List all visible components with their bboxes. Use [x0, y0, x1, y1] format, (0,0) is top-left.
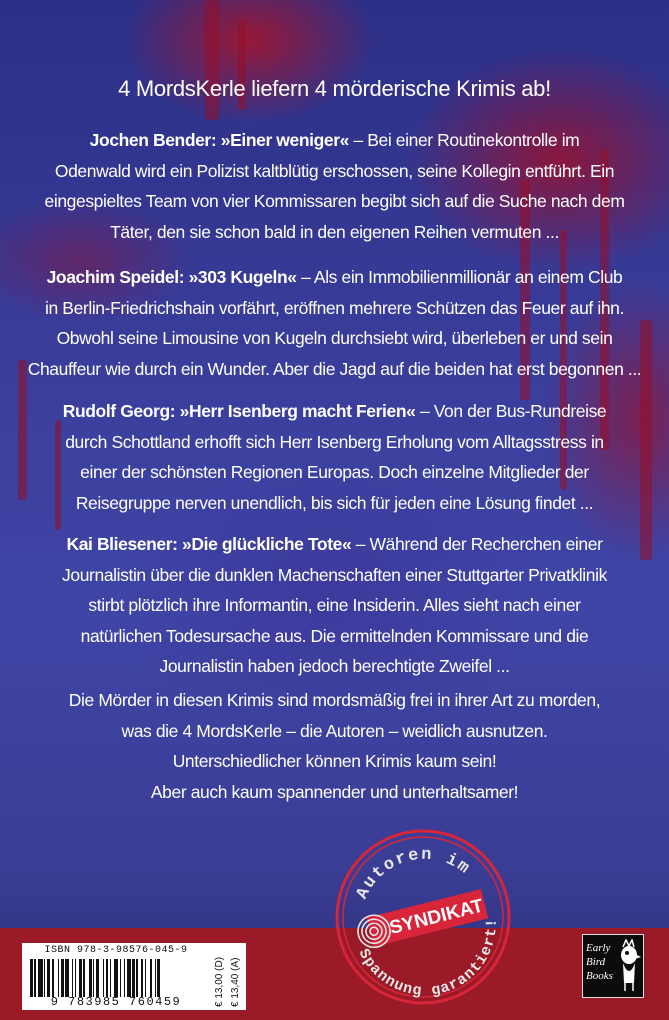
story-title: »Herr Isenberg macht Ferien« [179, 401, 416, 421]
bird-icon [617, 939, 641, 993]
story-text: einer der schönsten Regionen Europas. Doch einzelne Mitglieder der [80, 462, 589, 482]
barcode-bar [103, 959, 104, 997]
barcode-bar [155, 959, 156, 997]
story-jochen-bender [0, 125, 669, 247]
publisher-line: Early [586, 942, 611, 954]
barcode-bar [79, 959, 82, 997]
barcode-bar [30, 959, 33, 997]
story-text: – Als ein Immobilienmillionär an einem Club [296, 267, 623, 287]
headline: 4 MordsKerle liefern 4 mörderische Krimis ab! [118, 76, 551, 101]
story-title: »303 Kugeln« [188, 267, 297, 287]
story-text: stirbt plötzlich ihre Informantin, eine Insiderin. Alles sieht nach einer [88, 595, 581, 615]
story-author: Jochen Bender: [89, 130, 217, 150]
blood-streak [205, 0, 219, 120]
barcode-bars [30, 959, 202, 997]
barcode-bar [124, 959, 125, 997]
barcode-bar [136, 959, 137, 997]
ean-digits: 9 783985 760459 [50, 995, 182, 1009]
story-text: Täter, den sie schon bald in den eigenen Reihen vermuten ... [110, 221, 559, 242]
story-text: Journalistin über die dunklen Machenschaften einer Stuttgarter Privatklinik [62, 564, 607, 585]
barcode-bar [96, 959, 99, 997]
barcode-bar [106, 959, 109, 997]
barcode-bar [38, 959, 42, 997]
story-text: eingespieltes Team von vier Kommissaren begibt sich auf die Suche nach dem [44, 191, 625, 211]
barcode-bar [58, 959, 59, 997]
barcode-bar [157, 959, 160, 997]
story-text: Odenwald wird ein Polizist kaltblütig erschossen, seine Kollegin entführt. Ein [54, 160, 615, 181]
story-text: – Bei einer Routinekontrolle im [348, 130, 580, 150]
barcode-bar [83, 959, 84, 997]
story-text: Obwohl seine Limousine von Kugeln durchsiebt wird, überleben er und sein [56, 328, 613, 348]
syndikat-stamp [332, 826, 514, 1008]
story-text: durch Schottland erhofft sich Herr Isenberg Erholung vom Alltagsstress in [65, 431, 604, 452]
story-author: Joachim Speidel: [46, 267, 185, 287]
stamp-center-text: SYNDIKAT [387, 895, 486, 940]
barcode-bar [127, 959, 131, 997]
stamp-bottom-text: Spannung garantiert! [354, 917, 501, 1000]
price-germany: € 13,00 (D) [214, 956, 225, 1007]
outro-line: was die 4 MordsKerle – die Autoren – weidlich ausnutzen. [121, 720, 548, 741]
barcode-bar [47, 959, 50, 997]
story-text: Journalistin haben jedoch berechtigte Zweifel ... [159, 656, 510, 676]
barcode-bar [52, 959, 53, 997]
barcode-bar [145, 959, 146, 997]
publisher-line: Books [586, 970, 613, 982]
barcode-bar [110, 959, 111, 997]
barcode-bar [132, 959, 135, 997]
barcode-bar [93, 959, 94, 997]
story-text: – Von der Bus-Rundreise [415, 401, 607, 421]
story-kai-bliesener [0, 529, 669, 682]
barcode-bar [72, 959, 73, 997]
publisher-logo [582, 934, 644, 998]
story-text: natürlichen Todesursache aus. Die ermittelnden Kommissare und die [80, 625, 589, 646]
outro-line: Die Mörder in diesen Krimis sind mordsmäßig frei in ihrer Art zu morden, [68, 690, 601, 710]
price-box [210, 943, 246, 1010]
barcode-bar [150, 959, 151, 997]
barcode-bar [65, 959, 69, 997]
price-austria: € 13,40 (A) [230, 957, 241, 1007]
barcode-bar [75, 959, 76, 997]
isbn-number: ISBN 978-3-98576-045-9 [44, 945, 188, 956]
barcode-bar [114, 959, 118, 997]
barcode-bar [34, 959, 35, 997]
story-text: Reisegruppe nerven unendlich, bis sich für jeden eine Lösung findet ... [75, 492, 594, 513]
story-joachim-speidel [0, 262, 669, 384]
outro-line: Unterschiedlicher können Krimis kaum sein! [172, 751, 497, 771]
story-text: Chauffeur wie durch ein Wunder. Aber die Jagd auf die beiden hat erst begonnen ... [27, 358, 642, 379]
barcode-bar [141, 959, 144, 997]
story-title: »Einer weniger« [220, 130, 349, 150]
barcode-bar [61, 959, 64, 997]
outro-line: Aber auch kaum spannender und unterhaltsamer! [150, 781, 519, 802]
barcode [22, 943, 210, 1010]
story-author: Kai Bliesener: [66, 534, 178, 554]
story-rudolf-georg [0, 396, 669, 518]
barcode-bar [44, 959, 45, 997]
story-title: »Die glückliche Tote« [182, 534, 352, 554]
barcode-bar [120, 959, 121, 997]
story-author: Rudolf Georg: [62, 401, 176, 421]
story-text: in Berlin-Friedrichshain vorfährt, eröffnen mehrere Schützen das Feuer auf ihn. [45, 297, 624, 318]
story-text: – Während der Recherchen einer [351, 534, 603, 554]
outro-paragraph [0, 685, 669, 807]
stamp-top-text: Autoren im [353, 845, 474, 903]
barcode-bar [89, 959, 92, 997]
publisher-line: Bird [586, 956, 606, 968]
